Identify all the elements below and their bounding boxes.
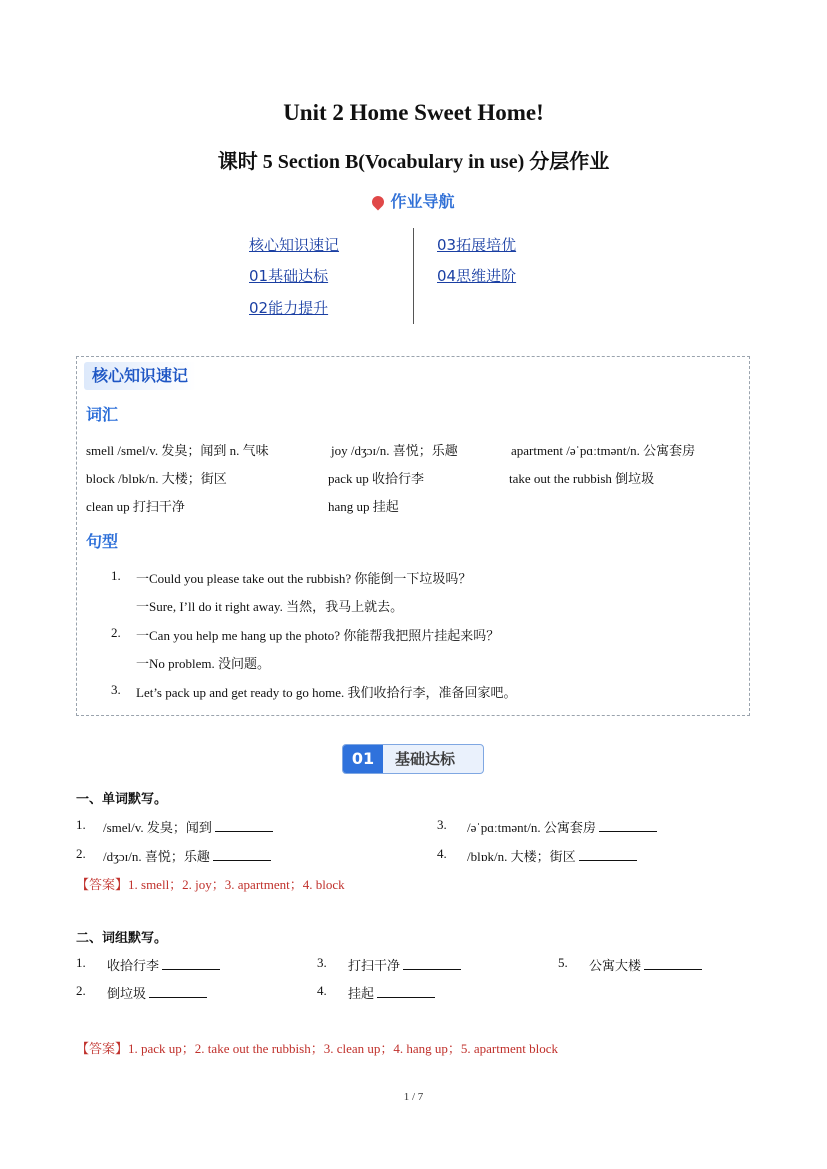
sentence-number: 2.: [111, 625, 121, 640]
sentence-line: 一Can you help me hang up the photo? 你能帮我把照片挂起来吗？: [136, 628, 500, 643]
core-knowledge-label: 核心知识速记: [84, 362, 196, 390]
question-text: 收拾行李: [107, 958, 160, 973]
question-item: [107, 983, 207, 1002]
answer-blank[interactable]: [599, 819, 657, 832]
question-item: [467, 817, 657, 836]
sentence-number: 3.: [111, 682, 121, 697]
question-item: [103, 817, 273, 836]
question-number: 3.: [317, 955, 327, 970]
answer-blank[interactable]: [215, 819, 273, 832]
question-number: 1.: [76, 817, 86, 832]
part2-heading: 二、词组默写。: [76, 931, 168, 946]
question-number: 4.: [317, 983, 327, 998]
sentence-line: Let’s pack up and get ready to go home. 我们收拾行李，准备回家吧。: [136, 685, 517, 700]
nav-link-02[interactable]: 02能力提升: [249, 299, 329, 317]
sentence-heading: 句型: [86, 532, 119, 551]
vocab-item: apartment /əˈpɑːtmənt/n. 公寓套房: [511, 443, 696, 458]
question-number: 3.: [437, 817, 447, 832]
part1-heading: 一、单词默写。: [76, 792, 168, 807]
vocab-item: hang up 挂起: [328, 499, 399, 514]
sentence-line: 一Sure, I’ll do it right away. 当然，我马上就去。: [136, 599, 404, 614]
question-text: 公寓大楼: [589, 958, 642, 973]
nav-divider: [413, 228, 414, 324]
location-pin-icon: [370, 194, 387, 211]
answer-blank[interactable]: [403, 957, 461, 970]
nav-title: [0, 189, 827, 212]
question-item: [107, 955, 220, 974]
question-text: /smel/v. 发臭；闻到: [103, 820, 212, 835]
question-text: /blɒk/n. 大楼；街区: [467, 849, 576, 864]
vocab-item: clean up 打扫干净: [86, 499, 185, 514]
answer-text: 1. smell；2. joy；3. apartment；4. block: [128, 877, 345, 892]
part1-answer: [76, 874, 345, 893]
question-text: /əˈpɑːtmənt/n. 公寓套房: [467, 820, 596, 835]
question-item: [467, 846, 637, 865]
question-text: 打扫干净: [348, 958, 401, 973]
vocab-item: take out the rubbish 倒垃圾: [509, 471, 655, 486]
document-title: Unit 2 Home Sweet Home!: [283, 100, 544, 125]
question-item: [348, 983, 435, 1002]
nav-link-03[interactable]: 03拓展培优: [437, 236, 517, 254]
document-subtitle: 课时 5 Section B(Vocabulary in use) 分层作业: [217, 151, 610, 173]
nav-title-text: 作业导航: [390, 192, 455, 211]
question-number: 2.: [76, 846, 86, 861]
sentence-line: 一No problem. 没问题。: [136, 656, 270, 671]
question-number: 1.: [76, 955, 86, 970]
sentence-line: 一Could you please take out the rubbish? 你能倒一下垃圾吗？: [136, 571, 472, 586]
vocab-item: joy /dʒɔɪ/n. 喜悦；乐趣: [331, 443, 458, 458]
answer-blank[interactable]: [213, 848, 271, 861]
question-number: 2.: [76, 983, 86, 998]
vocab-item: smell /smel/v. 发臭；闻到 n. 气味: [86, 443, 269, 458]
answer-blank[interactable]: [162, 957, 220, 970]
answer-tag: 【答案】: [76, 1041, 129, 1056]
question-item: [103, 846, 271, 865]
question-item: [348, 955, 461, 974]
part2-answer: [76, 1038, 558, 1057]
question-number: 4.: [437, 846, 447, 861]
page-number: 1 / 7: [403, 1091, 424, 1103]
sentence-number: 1.: [111, 568, 121, 583]
section-number: 01: [343, 745, 383, 773]
question-number: 5.: [558, 955, 568, 970]
nav-link-04[interactable]: 04思维进阶: [437, 267, 517, 285]
vocab-item: pack up 收拾行李: [328, 471, 425, 486]
answer-blank[interactable]: [644, 957, 702, 970]
question-text: 倒垃圾: [107, 986, 147, 1001]
section-01-badge: [342, 744, 484, 774]
vocab-heading: 词汇: [86, 405, 119, 424]
answer-tag: 【答案】: [76, 877, 129, 892]
nav-link-core[interactable]: 核心知识速记: [249, 236, 340, 254]
nav-link-01[interactable]: 01基础达标: [249, 267, 329, 285]
question-text: 挂起: [348, 986, 375, 1001]
answer-blank[interactable]: [579, 848, 637, 861]
answer-blank[interactable]: [377, 985, 435, 998]
question-text: /dʒɔɪ/n. 喜悦；乐趣: [103, 849, 210, 864]
section-label: 基础达标: [395, 750, 456, 768]
answer-blank[interactable]: [149, 985, 207, 998]
answer-text: 1. pack up；2. take out the rubbish；3. clean up；4. hang up；5. apartment block: [128, 1041, 558, 1056]
question-item: [589, 955, 702, 974]
vocab-item: block /blɒk/n. 大楼；街区: [86, 471, 227, 486]
